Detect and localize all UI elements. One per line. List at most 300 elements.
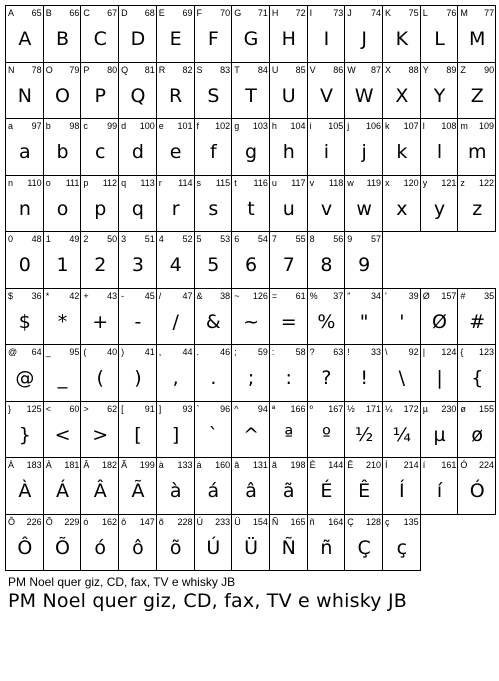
glyph-caption: [272, 178, 306, 188]
glyph-sample: [: [134, 423, 142, 446]
glyph-caption: [83, 291, 117, 301]
glyph-sample: Ã: [131, 480, 145, 502]
glyph-char-label: Â: [83, 460, 90, 470]
glyph-cell: [156, 401, 195, 459]
glyph-char-label: r: [158, 177, 162, 188]
row-border-right: [495, 118, 496, 176]
glyph-code: 34: [370, 290, 381, 301]
glyph-char-label: Ó: [460, 460, 468, 470]
glyph-cell: [457, 175, 496, 233]
glyph-char-label: [: [121, 403, 124, 414]
glyph-sample: 1: [56, 254, 69, 276]
glyph-char-label: ñ: [309, 516, 315, 527]
glyph-code: 76: [446, 8, 457, 18]
glyph-cell: [118, 5, 157, 63]
glyph-caption: [234, 291, 268, 301]
glyph-cell: [194, 457, 233, 515]
glyph-char-label: á: [196, 460, 202, 470]
glyph-caption: [385, 291, 419, 301]
sample-text-small: PM Noel quer giz, CD, fax, TV e whisky JB: [8, 575, 236, 589]
grid-border-segment: [382, 288, 496, 289]
glyph-caption: [385, 460, 419, 470]
glyph-char-label: ;: [234, 347, 237, 357]
glyph-cell: [420, 288, 459, 346]
glyph-caption: [310, 178, 344, 188]
glyph-sample: á: [207, 480, 220, 502]
glyph-caption: [460, 178, 494, 188]
glyph-sample: ;: [247, 367, 255, 389]
glyph-cell: [344, 288, 383, 346]
glyph-caption: [423, 178, 457, 188]
glyph-cell: [156, 457, 195, 515]
glyph-code: 85: [295, 64, 306, 75]
glyph-caption: [121, 8, 155, 18]
glyph-cell: [382, 5, 421, 63]
glyph-char-label: 7: [271, 234, 277, 244]
glyph-caption: [310, 291, 344, 301]
glyph-char-label: m: [460, 121, 468, 131]
glyph-cell: [156, 514, 195, 572]
glyph-sample: µ: [433, 423, 446, 446]
glyph-char-label: o: [45, 177, 51, 188]
glyph-caption: [159, 517, 193, 527]
glyph-code: 108: [441, 121, 457, 131]
glyph-cell: [156, 5, 195, 63]
glyph-sample: º: [321, 423, 331, 446]
glyph-cell: [194, 231, 233, 289]
glyph-caption: [83, 178, 117, 188]
glyph-code: 93: [182, 403, 193, 414]
glyph-code: 57: [370, 234, 381, 244]
glyph-sample: ª: [284, 423, 294, 446]
glyph-code: 39: [408, 290, 419, 301]
grid-border-bottom: [5, 570, 421, 571]
glyph-caption: [347, 347, 381, 357]
glyph-cell: [344, 401, 383, 459]
glyph-sample: w: [356, 197, 372, 220]
glyph-cell: [231, 175, 270, 233]
glyph-code: 144: [328, 460, 344, 470]
glyph-code: 87: [370, 64, 381, 75]
glyph-caption: [347, 121, 381, 131]
glyph-cell: [156, 175, 195, 233]
glyph-cell: [80, 231, 119, 289]
glyph-caption: [423, 291, 457, 301]
glyph-cell: [307, 288, 346, 346]
glyph-char-label: U: [271, 64, 279, 75]
glyph-code: 154: [252, 516, 268, 527]
glyph-row: [5, 457, 495, 513]
glyph-caption: [83, 404, 117, 414]
glyph-sample: $: [18, 310, 31, 333]
glyph-char-label: C: [83, 8, 90, 18]
glyph-code: 74: [370, 8, 381, 18]
glyph-char-label: j: [347, 121, 350, 131]
glyph-cell: [43, 288, 82, 346]
glyph-char-label: M: [460, 8, 468, 18]
glyph-cell: [80, 5, 119, 63]
glyph-char-label: Á: [45, 460, 52, 470]
glyph-char-label: º: [309, 403, 313, 414]
glyph-char-label: s: [196, 177, 201, 188]
glyph-caption: [121, 404, 155, 414]
glyph-char-label: {: [460, 347, 464, 357]
glyph-code: 58: [295, 347, 306, 357]
glyph-sample: m: [467, 141, 487, 163]
glyph-char-label: K: [385, 8, 392, 18]
glyph-caption: [197, 8, 231, 18]
glyph-cell: [269, 457, 308, 515]
glyph-sample: G: [243, 28, 259, 50]
glyph-caption: [197, 460, 231, 470]
glyph-caption: [272, 121, 306, 131]
glyph-sample: g: [245, 141, 258, 163]
glyph-sample: h: [282, 141, 295, 163]
sample-text-large: PM Noel quer giz, CD, fax, TV e whisky JB: [8, 590, 407, 612]
glyph-caption: [385, 8, 419, 18]
glyph-cell: [231, 118, 270, 176]
glyph-caption: [121, 234, 155, 244]
glyph-cell: [43, 401, 82, 459]
glyph-cell: [156, 344, 195, 402]
glyph-code: 65: [31, 8, 42, 18]
glyph-caption: [234, 460, 268, 470]
glyph-code: 230: [441, 403, 457, 414]
glyph-cell: [43, 514, 82, 572]
glyph-sample: ô: [132, 536, 144, 559]
glyph-sample: Ê: [358, 480, 371, 502]
glyph-cell: [382, 457, 421, 515]
glyph-code: 105: [328, 121, 344, 131]
glyph-caption: [159, 65, 193, 75]
glyph-sample: C: [93, 28, 107, 50]
glyph-sample: í: [436, 480, 443, 502]
glyph-sample: ): [134, 367, 142, 389]
glyph-caption: [46, 8, 80, 18]
glyph-cell: [5, 344, 44, 402]
glyph-caption: [8, 121, 42, 131]
glyph-sample: |: [436, 367, 443, 389]
glyph-code: 112: [102, 177, 118, 188]
glyph-sample: n: [18, 197, 31, 220]
glyph-caption: [234, 65, 268, 75]
glyph-char-label: ø: [460, 403, 466, 414]
glyph-sample: I: [323, 28, 330, 50]
glyph-char-label: ~: [234, 290, 240, 301]
glyph-sample: Í: [399, 480, 405, 502]
glyph-code: 73: [333, 8, 344, 18]
glyph-caption: [310, 234, 344, 244]
row-border-right: [495, 5, 496, 63]
glyph-sample: @: [15, 367, 35, 389]
glyph-cell: [231, 231, 270, 289]
glyph-sample: =: [280, 310, 297, 333]
glyph-sample: 0: [18, 254, 31, 276]
glyph-code: 68: [144, 8, 155, 18]
glyph-char-label: G: [234, 8, 242, 18]
glyph-char-label: F: [196, 8, 202, 18]
glyph-cell: [43, 5, 82, 63]
glyph-caption: [234, 178, 268, 188]
glyph-caption: [272, 460, 306, 470]
glyph-caption: [46, 291, 80, 301]
glyph-caption: [159, 404, 193, 414]
glyph-cell: [194, 175, 233, 233]
glyph-code: 126: [252, 290, 268, 301]
glyph-char-label: _: [45, 347, 51, 357]
glyph-cell: [80, 118, 119, 176]
glyph-sample: v: [320, 197, 333, 220]
glyph-code: 117: [291, 177, 306, 188]
glyph-caption: [159, 8, 193, 18]
glyph-code: 95: [69, 347, 80, 357]
glyph-cell: [118, 344, 157, 402]
glyph-sample: à: [169, 480, 182, 502]
glyph-char-label: =: [271, 290, 278, 301]
glyph-code: 96: [220, 403, 231, 414]
glyph-char-label: Õ: [45, 516, 53, 527]
glyph-char-label: Q: [121, 64, 129, 75]
glyph-cell: [194, 344, 233, 402]
glyph-cell: [118, 231, 157, 289]
glyph-cell: [80, 457, 119, 515]
glyph-char-label: @: [8, 347, 18, 357]
glyph-cell: [5, 401, 44, 459]
glyph-char-label: $: [8, 290, 14, 301]
glyph-code: 41: [144, 347, 155, 357]
glyph-char-label: 9: [347, 234, 353, 244]
glyph-char-label: õ: [158, 516, 164, 527]
glyph-cell: [231, 62, 270, 120]
glyph-cell: [80, 344, 119, 402]
glyph-sample: ^: [243, 423, 259, 446]
glyph-char-label: W: [347, 64, 356, 75]
glyph-caption: [83, 460, 117, 470]
glyph-cell: [344, 5, 383, 63]
glyph-sample: u: [282, 197, 295, 220]
glyph-caption: [234, 8, 268, 18]
glyph-char-label: ã: [271, 460, 277, 470]
glyph-code: 229: [64, 516, 80, 527]
glyph-cell: [307, 118, 346, 176]
glyph-char-label: %: [309, 290, 318, 301]
glyph-caption: [460, 404, 494, 414]
glyph-char-label: T: [234, 64, 240, 75]
glyph-char-label: I: [309, 8, 313, 18]
glyph-sample: Ø: [432, 310, 448, 333]
glyph-code: 72: [295, 8, 306, 18]
glyph-cell: [269, 5, 308, 63]
glyph-cell: [43, 457, 82, 515]
glyph-code: 36: [31, 290, 42, 301]
glyph-code: 100: [139, 121, 155, 131]
glyph-cell: [231, 401, 270, 459]
glyph-cell: [457, 344, 496, 402]
glyph-char-label: Ç: [347, 516, 354, 527]
glyph-char-label: ª: [271, 403, 276, 414]
glyph-cell: [307, 175, 346, 233]
glyph-char-label: }: [8, 403, 12, 414]
glyph-sample: W: [354, 84, 374, 107]
glyph-caption: [234, 121, 268, 131]
glyph-caption: [310, 517, 344, 527]
glyph-code: 90: [484, 64, 495, 75]
glyph-sample: 6: [244, 254, 258, 276]
glyph-code: 97: [31, 121, 42, 131]
glyph-sample: !: [360, 367, 368, 389]
glyph-cell: [156, 231, 195, 289]
glyph-cell: [231, 5, 270, 63]
glyph-char-label: Y: [422, 64, 429, 75]
row-border-right: [495, 175, 496, 233]
glyph-sample: S: [207, 84, 220, 107]
glyph-sample: À: [18, 480, 32, 502]
glyph-code: 103: [252, 121, 268, 131]
glyph-sample: ã: [282, 480, 295, 502]
glyph-code: 52: [182, 234, 193, 244]
glyph-char-label: à: [158, 460, 164, 470]
glyph-code: 133: [177, 460, 193, 470]
glyph-char-label: 3: [121, 234, 127, 244]
glyph-cell: [118, 175, 157, 233]
glyph-sample: Ú: [206, 536, 221, 559]
glyph-caption: [272, 8, 306, 18]
glyph-char-label: Ø: [422, 290, 430, 301]
glyph-sample: f: [209, 141, 217, 163]
glyph-code: 181: [64, 460, 80, 470]
glyph-cell: [269, 344, 308, 402]
glyph-cell: [457, 401, 496, 459]
glyph-code: 183: [26, 460, 42, 470]
glyph-cell: [269, 175, 308, 233]
glyph-cell: [420, 457, 459, 515]
glyph-cell: [43, 118, 82, 176]
glyph-code: 40: [107, 347, 118, 357]
glyph-caption: [8, 347, 42, 357]
glyph-char-label: t: [234, 177, 237, 188]
glyph-char-label: g: [234, 121, 240, 131]
glyph-cell: [194, 62, 233, 120]
glyph-sample: _: [57, 367, 68, 389]
glyph-sample: K: [395, 28, 409, 50]
glyph-caption: [272, 65, 306, 75]
glyph-row: [5, 231, 495, 287]
glyph-caption: [385, 65, 419, 75]
glyph-sample: e: [169, 141, 182, 163]
glyph-code: 155: [479, 403, 495, 414]
glyph-sample: /: [172, 310, 179, 333]
glyph-char-label: w: [347, 177, 354, 188]
glyph-caption: [197, 517, 231, 527]
glyph-caption: [423, 347, 457, 357]
glyph-cell: [194, 5, 233, 63]
glyph-caption: [310, 347, 344, 357]
glyph-char-label: R: [158, 64, 166, 75]
glyph-code: 45: [144, 290, 155, 301]
glyph-char-label: Ñ: [271, 516, 279, 527]
glyph-caption: [83, 347, 117, 357]
glyph-char-label: A: [8, 8, 15, 18]
glyph-caption: [46, 65, 80, 75]
glyph-caption: [83, 234, 117, 244]
glyph-caption: [460, 121, 494, 131]
glyph-cell: [307, 344, 346, 402]
glyph-sample: ç: [396, 536, 408, 559]
glyph-char-label: |: [422, 347, 426, 357]
glyph-char-label: y: [422, 177, 428, 188]
glyph-code: 114: [178, 177, 193, 188]
glyph-char-label: Z: [460, 64, 466, 75]
glyph-char-label: Í: [385, 460, 388, 470]
glyph-cell: [307, 5, 346, 63]
glyph-code: 47: [182, 290, 193, 301]
glyph-code: 38: [220, 290, 231, 301]
glyph-code: 56: [333, 234, 344, 244]
glyph-cell: [344, 175, 383, 233]
glyph-caption: [310, 121, 344, 131]
glyph-sample: â: [245, 480, 257, 502]
glyph-sample: {: [471, 367, 484, 389]
glyph-code: 118: [328, 177, 344, 188]
glyph-code: 82: [182, 64, 193, 75]
glyph-code: 228: [177, 516, 193, 527]
glyph-code: 61: [295, 290, 306, 301]
glyph-caption: [347, 460, 381, 470]
glyph-code: 62: [107, 403, 118, 414]
glyph-code: 69: [182, 8, 193, 18]
glyph-char-label: ): [121, 347, 125, 357]
glyph-cell: [344, 514, 383, 572]
glyph-row: [5, 5, 495, 61]
glyph-caption: [234, 347, 268, 357]
glyph-cell: [5, 514, 44, 572]
glyph-caption: [159, 347, 193, 357]
glyph-caption: [347, 291, 381, 301]
row-border-right: [495, 62, 496, 120]
glyph-caption: [310, 460, 344, 470]
glyph-sample: t: [247, 197, 255, 220]
glyph-code: 84: [257, 64, 268, 75]
glyph-caption: [8, 8, 42, 18]
glyph-cell: [269, 401, 308, 459]
glyph-code: 224: [479, 460, 495, 470]
glyph-caption: [197, 65, 231, 75]
glyph-sample: j: [361, 141, 367, 163]
glyph-code: 46: [220, 347, 231, 357]
glyph-caption: [159, 234, 193, 244]
glyph-caption: [46, 460, 80, 470]
glyph-code: 71: [257, 8, 268, 18]
glyph-sample: P: [94, 84, 106, 107]
glyph-sample: ': [399, 310, 405, 333]
glyph-caption: [234, 404, 268, 414]
glyph-code: 199: [139, 460, 155, 470]
glyph-sample: 3: [131, 254, 144, 276]
glyph-char-label: d: [121, 121, 127, 131]
row-border-right: [495, 401, 496, 459]
glyph-char-label: #: [460, 290, 466, 301]
glyph-sample: ó: [94, 536, 107, 559]
glyph-code: 77: [484, 8, 495, 18]
glyph-code: 161: [441, 460, 457, 470]
glyph-cell: [457, 62, 496, 120]
glyph-char-label: Ê: [347, 460, 354, 470]
glyph-caption: [83, 65, 117, 75]
glyph-caption: [197, 291, 231, 301]
glyph-char-label: E: [158, 8, 165, 18]
glyph-caption: [423, 65, 457, 75]
glyph-cell: [194, 514, 233, 572]
